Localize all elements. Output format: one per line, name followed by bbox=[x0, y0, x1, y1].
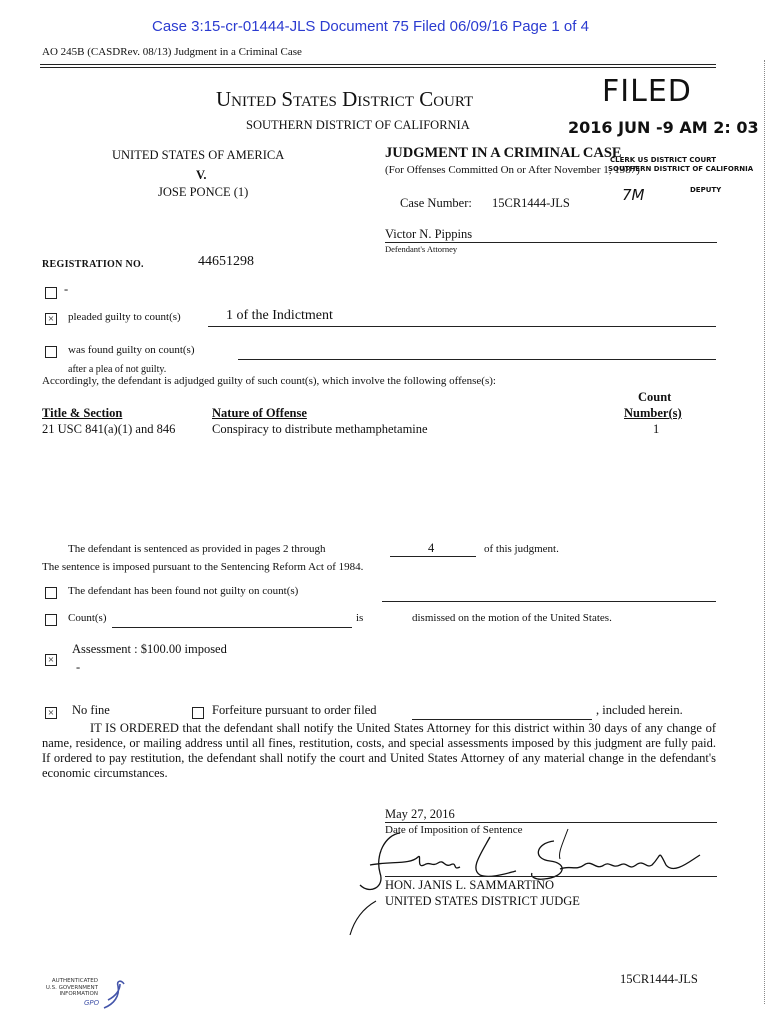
included-herein: , included herein. bbox=[596, 703, 683, 717]
footer-case-ref: 15CR1444-JLS bbox=[620, 972, 698, 986]
no-fine-label: No fine bbox=[72, 703, 110, 717]
pleaded-guilty-rule bbox=[208, 326, 716, 327]
found-guilty-label: was found guilty on count(s) bbox=[68, 344, 195, 356]
blank-checkbox bbox=[45, 287, 57, 299]
form-id: AO 245B (CASDRev. 08/13) Judgment in a Criminal Case bbox=[42, 46, 302, 58]
court-name: United States District Court bbox=[216, 87, 474, 111]
counts-checkbox bbox=[45, 614, 57, 626]
gpo-line-2: U.S. GOVERNMENT bbox=[45, 984, 98, 991]
eagle-icon bbox=[100, 978, 126, 1014]
col-title-section: Title & Section bbox=[42, 406, 123, 420]
date-rule bbox=[385, 822, 717, 823]
judge-name: HON. JANIS L. SAMMARTINO bbox=[385, 878, 555, 892]
accordingly-text: Accordingly, the defendant is adjudged guilty of such count(s), which involve the following offense(s): bbox=[42, 375, 496, 387]
blank-dash: - bbox=[64, 282, 69, 296]
sentence-date: May 27, 2016 bbox=[385, 807, 455, 821]
case-header: Case 3:15-cr-01444-JLS Document 75 Filed 06/09/16 Page 1 of 4 bbox=[152, 18, 589, 35]
attorney-rule bbox=[385, 242, 717, 243]
assessment-text: Assessment : $100.00 imposed bbox=[72, 642, 227, 656]
forfeiture-rule bbox=[412, 719, 592, 720]
scan-edge bbox=[764, 60, 765, 1004]
pages-suffix: of this judgment. bbox=[484, 543, 559, 555]
col-count-2: Number(s) bbox=[624, 406, 682, 420]
filed-date-stamp: 2016 JUN -9 AM 2: 03 bbox=[568, 118, 759, 137]
assessment-dash: - bbox=[76, 660, 81, 674]
pleaded-guilty-value: 1 of the Indictment bbox=[226, 308, 333, 323]
after-plea: after a plea of not guilty. bbox=[68, 364, 167, 375]
col-nature-offense: Nature of Offense bbox=[212, 406, 307, 420]
counts-rule bbox=[112, 627, 352, 628]
case-number-label: Case Number: bbox=[400, 196, 472, 210]
found-guilty-rule bbox=[238, 359, 716, 360]
header-rule-2 bbox=[40, 67, 716, 68]
header-rule bbox=[40, 64, 716, 65]
date-label: Date of Imposition of Sentence bbox=[385, 824, 523, 836]
gpo-authentication-logo bbox=[42, 978, 132, 1018]
registration-number: 44651298 bbox=[198, 254, 254, 269]
offense-count: 1 bbox=[653, 422, 660, 436]
col-count-1: Count bbox=[638, 390, 672, 404]
case-number: 15CR1444-JLS bbox=[492, 196, 570, 210]
gpo-mark: GPO bbox=[84, 999, 100, 1007]
found-guilty-checkbox bbox=[45, 346, 57, 358]
forfeiture-label: Forfeiture pursuant to order filed bbox=[212, 703, 377, 717]
gpo-line-3: INFORMATION bbox=[59, 991, 98, 997]
deputy-initials: 7M bbox=[622, 186, 645, 204]
judgment-title: JUDGMENT IN A CRIMINAL CASE bbox=[385, 145, 622, 161]
judgment-subtitle: (For Offenses Committed On or After November 1, 1987) bbox=[385, 164, 640, 176]
counts-label: Count(s) bbox=[68, 612, 107, 624]
deputy-stamp: DEPUTY bbox=[690, 186, 722, 194]
forfeiture-checkbox bbox=[192, 707, 204, 719]
pages-rule bbox=[390, 556, 476, 557]
judge-title: UNITED STATES DISTRICT JUDGE bbox=[385, 894, 580, 908]
not-guilty-checkbox bbox=[45, 587, 57, 599]
versus: V. bbox=[196, 168, 207, 182]
clerk-stamp-1: CLERK US DISTRICT COURT bbox=[610, 156, 716, 164]
is-label: is bbox=[356, 612, 364, 624]
attorney-name: Victor N. Pippins bbox=[385, 227, 473, 241]
no-fine-checkbox: × bbox=[45, 707, 57, 719]
registration-label: REGISTRATION NO. bbox=[42, 259, 144, 270]
clerk-stamp-2: SOUTHERN DISTRICT OF CALIFORNIA bbox=[608, 165, 754, 173]
reform-act: The sentence is imposed pursuant to the Sentencing Reform Act of 1984. bbox=[42, 561, 364, 573]
dismissed-text: dismissed on the motion of the United States. bbox=[412, 612, 612, 624]
not-guilty-label: The defendant has been found not guilty on count(s) bbox=[68, 585, 299, 597]
gpo-line-1: AUTHENTICATED bbox=[51, 978, 98, 984]
assessment-checkbox: × bbox=[45, 654, 57, 666]
signature-rule bbox=[385, 876, 717, 877]
defendant: JOSE PONCE (1) bbox=[158, 185, 249, 199]
attorney-label: Defendant's Attorney bbox=[385, 244, 458, 254]
offense-nature: Conspiracy to distribute methamphetamine bbox=[212, 422, 428, 436]
pleaded-guilty-checkbox: × bbox=[45, 313, 57, 325]
court-district: SOUTHERN DISTRICT OF CALIFORNIA bbox=[246, 118, 470, 132]
pages-value: 4 bbox=[428, 541, 435, 555]
pleaded-guilty-label: pleaded guilty to count(s) bbox=[68, 311, 181, 323]
plaintiff: UNITED STATES OF AMERICA bbox=[112, 148, 285, 162]
filed-stamp: FILED bbox=[602, 74, 692, 109]
pages-text: The defendant is sentenced as provided in pages 2 through bbox=[68, 543, 326, 555]
not-guilty-rule bbox=[382, 601, 716, 602]
ordered-paragraph: IT IS ORDERED that the defendant shall notify the United States Attorney for this district within 30 days of any change of name, residence, or mailing address until all fines, restitution, costs, and special assessments imposed by this judgment are fully paid. If ordered to pay restitution, the defendant shall notify the court and United States Attorney of any material change in the defendant's economic circumstances. bbox=[42, 721, 716, 780]
offense-title: 21 USC 841(a)(1) and 846 bbox=[42, 422, 176, 436]
